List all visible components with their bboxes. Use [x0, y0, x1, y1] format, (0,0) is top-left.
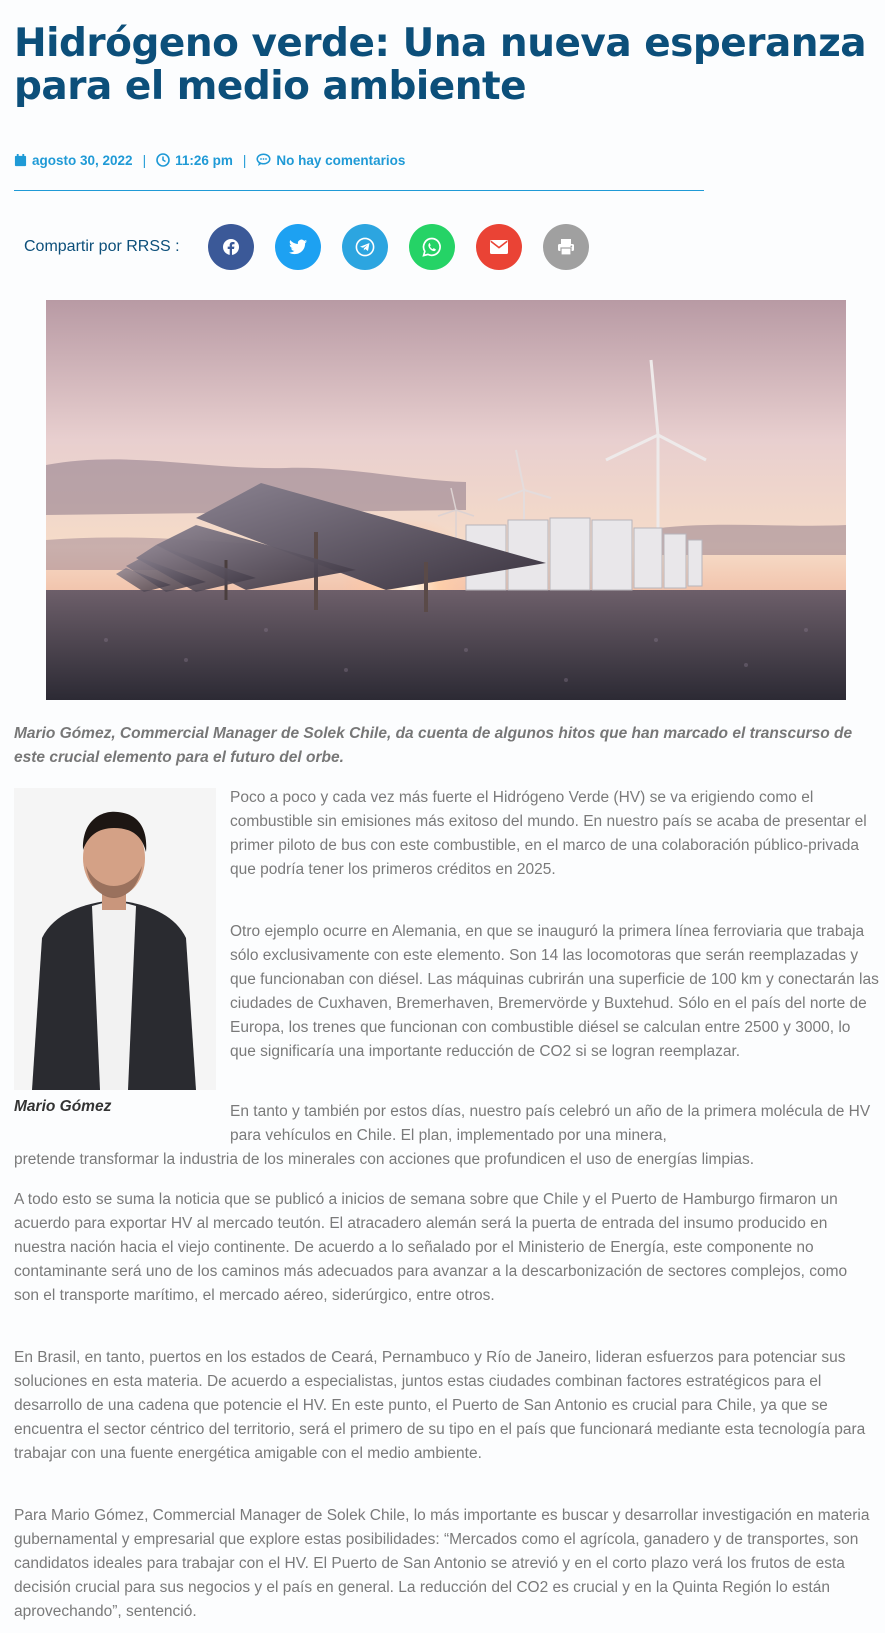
paragraph-3-continued: pretende transformar la industria de los minerales con acciones que profundicen el uso de energías limpias. [14, 1151, 755, 1168]
post-comments: No hay comentarios [276, 152, 406, 168]
share-telegram-button[interactable] [342, 224, 388, 270]
share-twitter-button[interactable] [275, 224, 321, 270]
telegram-icon [355, 237, 375, 257]
clock-icon [156, 153, 170, 167]
paragraph-3: En tanto y también por estos días, nuestro país celebró un año de la primera molécula de HV para vehículos en Chile. El plan, implementado por una minera, [230, 1103, 871, 1144]
portrait-mario-gomez [14, 788, 216, 1090]
meta-divider [14, 190, 704, 191]
post-date: agosto 30, 2022 [32, 152, 133, 168]
share-whatsapp-button[interactable] [409, 224, 455, 270]
portrait-caption: Mario Gómez [14, 1098, 112, 1115]
share-facebook-button[interactable] [208, 224, 254, 270]
print-icon [557, 238, 575, 256]
share-email-button[interactable] [476, 224, 522, 270]
envelope-icon [490, 240, 508, 254]
comment-icon [256, 153, 271, 167]
renewable-energy-landscape [46, 300, 846, 700]
person-photo [14, 788, 216, 1090]
calendar-icon [14, 154, 27, 167]
post-time: 11:26 pm [175, 152, 233, 168]
meta-separator: | [242, 152, 247, 168]
article-lead: Mario Gómez, Commercial Manager de Solek Chile, da cuenta de algunos hitos que han marcado el transcurso de este crucial elemento para el futuro del orbe. [14, 725, 853, 766]
facebook-icon [222, 238, 240, 256]
post-meta [14, 150, 405, 170]
hero-image-solar-wind [46, 300, 846, 700]
share-print-button[interactable] [543, 224, 589, 270]
post-comments-link[interactable] [256, 153, 405, 168]
meta-separator: | [142, 152, 147, 168]
paragraph-1: Poco a poco y cada vez más fuerte el Hidrógeno Verde (HV) se va erigiendo como el combustible sin emisiones más exitoso del mundo. En nuestro país se acaba de presentar el primer piloto de bus con este combustible, en el marco de una colaboración público-privada que podría tener los primeros créditos en 2025. [230, 789, 867, 878]
share-bar [24, 224, 610, 270]
whatsapp-icon [422, 237, 442, 257]
paragraph-6: Para Mario Gómez, Commercial Manager de Solek Chile, lo más importante es buscar y desarrollar investigación en materia gubernamental y empresarial que explore estas posibilidades: “Mercados como el agrícola, ganadero y de transportes, son candidatos ideales para trabajar con el HV. El Puerto de San Antonio se atrevió y en el corto plazo verá los frutos de esta decisión crucial para sus negocios y el país en general. La reducción del CO2 es crucial y en la Quinta Región lo están aprovechando”, sentenció. [14, 1507, 870, 1620]
paragraph-4: A todo esto se suma la noticia que se publicó a inicios de semana sobre que Chile y el Puerto de Hamburgo firmaron un acuerdo para exportar HV al mercado teutón. El atracadero alemán será la puerta de entrada del insumo producido en nuestra nación hacia el viejo continente. De acuerdo a lo señalado por el Ministerio de Energía, este componente no contaminante será uno de los caminos más adecuados para avanzar a la descarbonización de sectores complejos, como son el transporte marítimo, el mercado aéreo, siderúrgico, entre otros. [14, 1191, 848, 1304]
article-title: Hidrógeno verde: Una nueva esperanza para el medio ambiente [14, 21, 867, 109]
paragraph-2: Otro ejemplo ocurre en Alemania, en que se inauguró la primera línea ferroviaria que trabaja sólo exclusivamente con este elemento. Son 14 las locomotoras que serán reemplazadas y que funcionaban con diésel. Las máquinas cubrirán una superficie de 100 km y conectarán las ciudades de Cuxhaven, Bremerhaven, Bremervörde y Buxtehud. Sólo en el país del norte de Europa, los trenes que funcionan con combustible diésel se calculan entre 2500 y 3000, lo que significaría una importante reducción de CO2 si se logran reemplazar. [230, 923, 879, 1060]
post-time-link[interactable] [156, 153, 233, 168]
paragraph-5: En Brasil, en tanto, puertos en los estados de Ceará, Pernambuco y Río de Janeiro, lideran esfuerzos para potenciar sus soluciones en esta materia. De acuerdo a especialistas, juntos estas ciudades combinan factores estratégicos para el desarrollo de una cadena que potencie el HV. En este punto, el Puerto de San Antonio es crucial para Chile, ya que se encuentra el sector céntrico del territorio, será el primero de su tipo en el país que funcionará mediante esta tecnología para trabajar con una fuente energética amigable con el medio ambiente. [14, 1349, 866, 1462]
post-date-link[interactable] [14, 153, 133, 168]
twitter-icon [289, 239, 307, 255]
share-label: Compartir por RRSS : [24, 238, 180, 255]
